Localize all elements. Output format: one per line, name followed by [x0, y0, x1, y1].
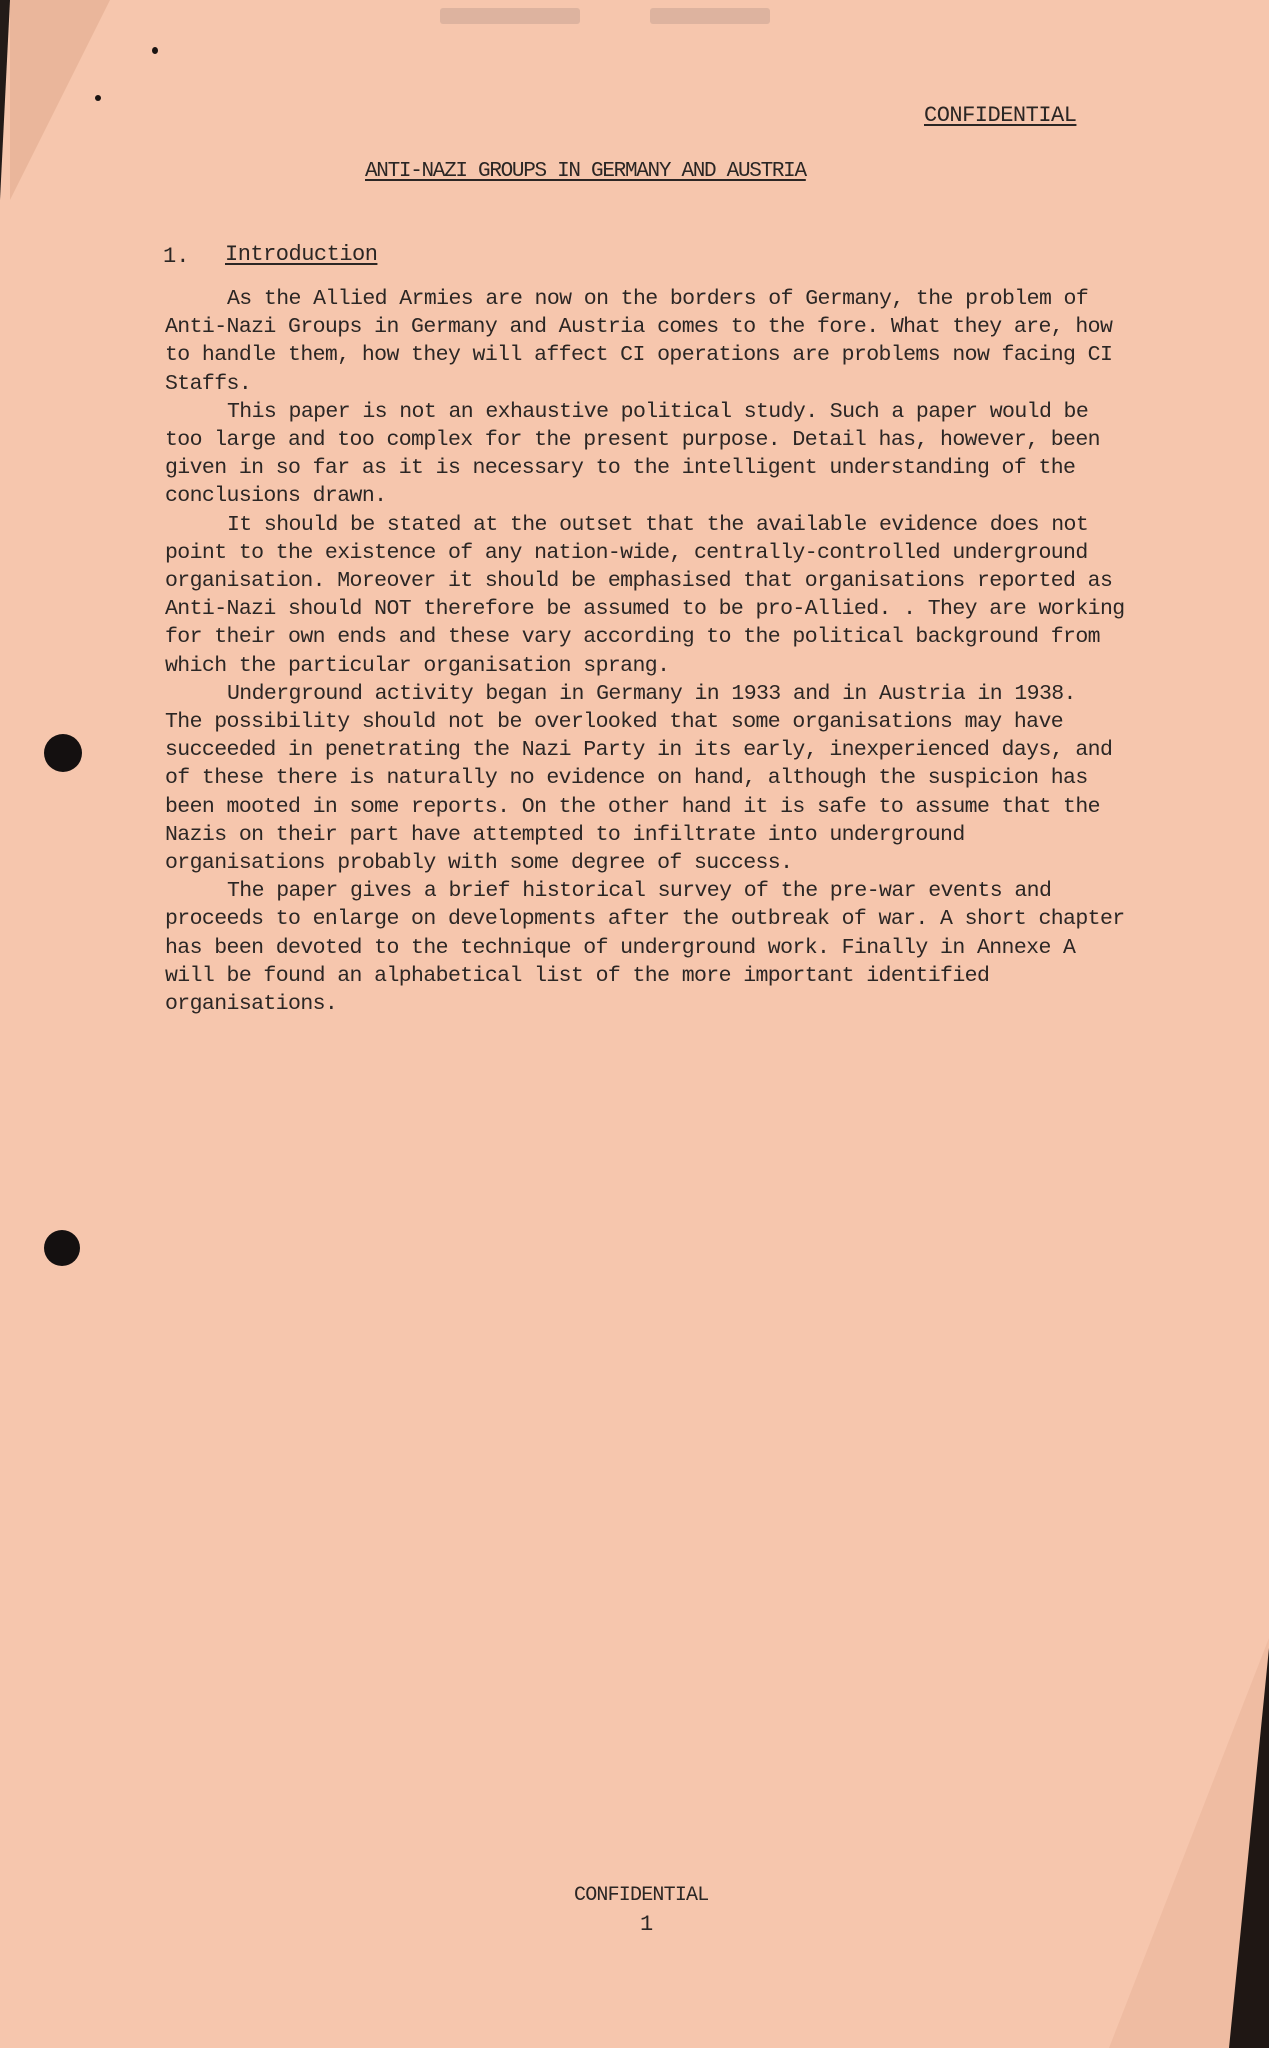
paragraph: As the Allied Armies are now on the borders of Germany, the problem of Anti-Nazi Groups in Germany and Austria comes to the fore. What they are, how to handle them, how they will affect CI operations are problems now facing CI Staffs.: [165, 287, 1113, 396]
paragraph: Underground activity began in Germany in 1933 and in Austria in 1938. The possibility should not be overlooked that some organisations may have succeeded in penetrating the Nazi Party in its early, inexperienced days, and of these there is naturally no evidence on hand, although the suspicion has been mooted in some reports. On the other hand it is safe to assume that the Nazis on their part have attempted to infiltrate into underground organisations probably with some degree of success.: [165, 681, 1113, 876]
body-text: [165, 285, 1125, 1018]
paragraph: It should be stated at the outset that the available evidence does not point to the existence of any nation-wide, centrally-controlled underground organisation. Moreover it should be emphasised that organisations reported as Anti-Nazi should NOT therefore be assumed to be pro-Allied. . They are working for their own ends and these vary according to the political background from which the particular organisation sprang.: [165, 512, 1125, 678]
scan-edge-shadow: [0, 0, 10, 200]
punch-hole-icon: [44, 1230, 80, 1266]
ink-speck-icon: [95, 95, 101, 101]
page-title: ANTI-NAZI GROUPS IN GERMANY AND AUSTRIA: [365, 160, 806, 183]
paragraph: The paper gives a brief historical survey of the pre-war events and proceeds to enlarge on developments after the outbreak of war. A short chapter has been devoted to the technique of underground work. Finally in Annexe A will be found an alphabetical list of the more important identified organisations.: [165, 879, 1125, 1017]
ink-speck-icon: [152, 47, 158, 54]
folded-corner: [0, 0, 110, 200]
header-classification: CONFIDENTIAL: [924, 103, 1077, 128]
page-number: 1: [640, 1912, 654, 1937]
section-number: 1.: [163, 244, 190, 269]
section-heading: Introduction: [225, 242, 378, 267]
footer-classification: CONFIDENTIAL: [574, 1884, 709, 1907]
punch-hole-icon: [44, 734, 82, 772]
faded-stamp-marks: [440, 8, 800, 30]
paragraph: This paper is not an exhaustive political study. Such a paper would be too large and too complex for the present purpose. Detail has, however, been given in so far as it is necessary to the intelligent understanding of the conclusions drawn.: [165, 399, 1100, 509]
